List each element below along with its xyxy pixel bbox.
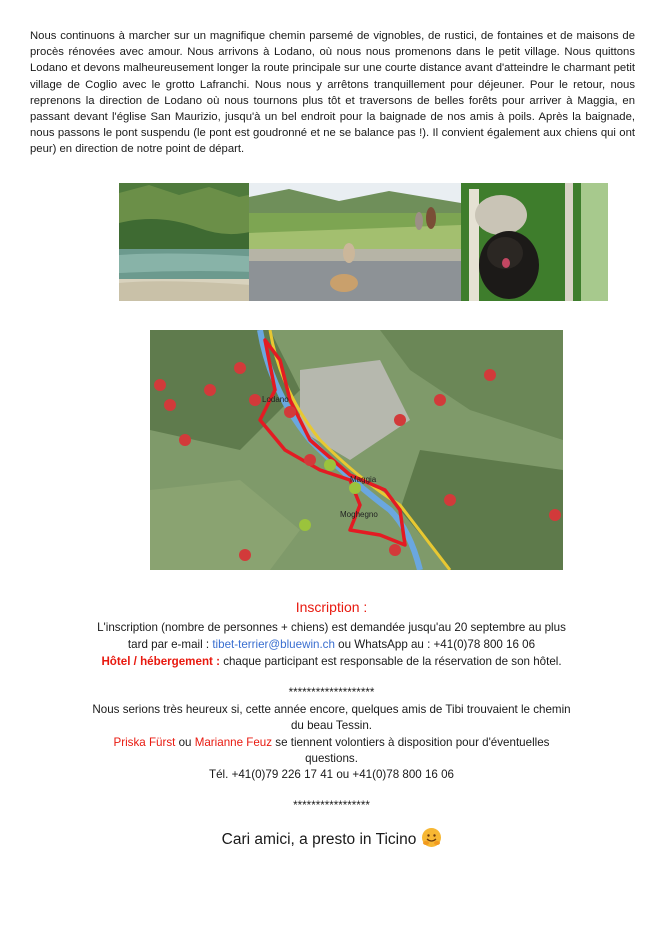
phones-line: Tél. +41(0)79 226 17 41 ou +41(0)78 800 16 06 xyxy=(209,768,454,781)
closing-line-4: questions. xyxy=(305,752,358,765)
separator-1: ******************* xyxy=(288,686,375,699)
tibetan-terrier-photo xyxy=(461,183,608,301)
svg-text:Maggia: Maggia xyxy=(350,475,377,484)
hiking-route-map xyxy=(150,330,563,570)
registration-line-1: L'inscription (nombre de personnes + chiens) est demandée jusqu'au 20 septembre au plus xyxy=(97,621,566,634)
meadow-dogs-photo xyxy=(249,183,461,301)
separator-2: ***************** xyxy=(293,799,370,812)
svg-text:Lodano: Lodano xyxy=(262,395,289,404)
hotel-line: Hôtel / hébergement : chaque participant est responsable de la réservation de son hôtel. xyxy=(101,655,562,668)
registration-line-2: tard par e-mail : tibet-terrier@bluewin.ch ou WhatsApp au : +41(0)78 800 16 06 xyxy=(127,638,536,651)
hugging-face-emoji-icon xyxy=(422,828,441,847)
closing-line-1: Nous serions très heureux si, cette année encore, quelques amis de Tibi trouvaient le chemin xyxy=(92,703,571,716)
farewell-line: Cari amici, a presto in Ticino xyxy=(0,828,663,848)
email-link[interactable]: tibet-terrier@bluewin.ch xyxy=(212,638,335,651)
intro-paragraph: Nous continuons à marcher sur un magnifique chemin parsemé de vignobles, de rustici, de fontaines et de maisons de procès rénovées avec amour. Nous arrivons à Lodano, où nous nous promenons dans le petit village. Nous quittons Lodano et devons malheureusement longer la route principale sur une courte distance avant d'atteindre le charmant petit village de Coglio avec le grotto Lafranchi. Nous nous y arrêtons tranquillement pour déjeuner. Pour le retour, nous reprenons la direction de Lodano où nous tournons plus tôt et traversons de belles forêts pour arriver à Maggia, en passant devant l'église San Maurizio, jusqu'à un bel endroit pour la baignade de nos amis à poils. Après la baignade, nous passons le pont suspendu (le pont est goudronné et ne se balance pas !). Il convient également aux chiens qui ont peur) en direction de notre point de départ. xyxy=(30,30,635,156)
registration-heading: Inscription : xyxy=(295,599,368,615)
contacts-line: Priska Fürst ou Marianne Feuz se tiennent volontiers à disposition pour d'éventuelles xyxy=(113,736,550,749)
closing-line-2: du beau Tessin. xyxy=(290,719,372,732)
svg-text:Moghegno: Moghegno xyxy=(340,510,378,519)
